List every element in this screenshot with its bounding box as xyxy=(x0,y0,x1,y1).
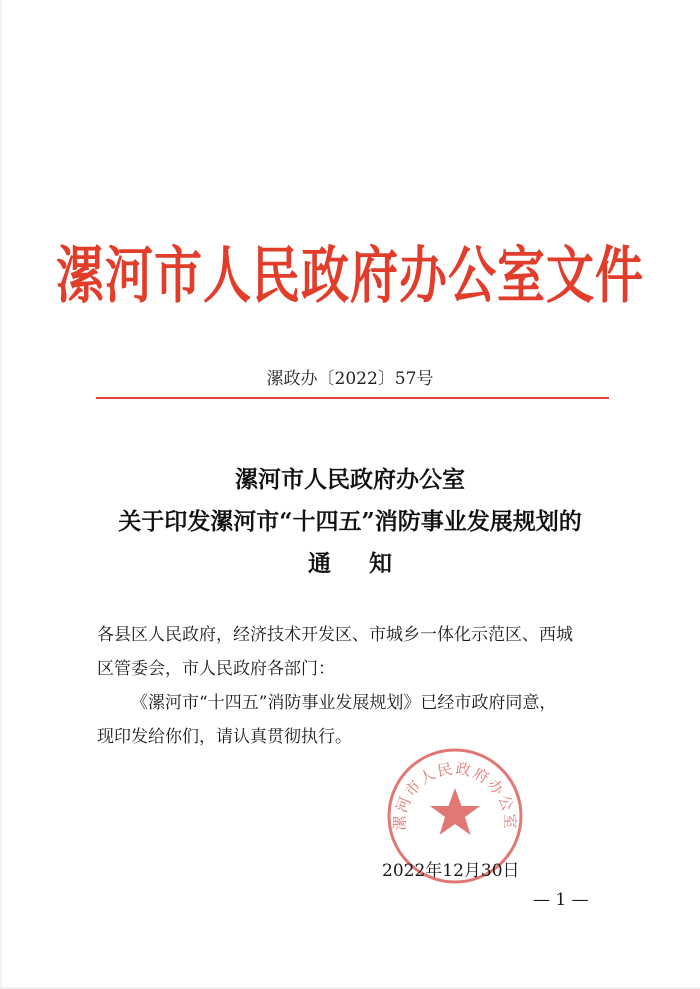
addressee-line-2: 区管委会，市人民政府各部门： xyxy=(97,659,335,679)
seal-text: 漯河市人民政府办公室 xyxy=(390,759,520,831)
title-line-3: 通知 xyxy=(308,550,430,577)
body-paragraph-line-1: 《漯河市“十四五”消防事业发展规划》已经市政府同意， xyxy=(131,693,557,713)
body-paragraph-line-2: 现印发给你们，请认真贯彻执行。 xyxy=(97,727,352,747)
document-number: 漯政办〔2022〕57号 xyxy=(266,369,434,389)
document-masthead: 漯河市人民政府办公室文件 xyxy=(55,240,644,312)
page-number: — 1 — xyxy=(533,890,589,910)
seal-star-icon xyxy=(430,788,480,835)
red-separator-line xyxy=(96,397,609,399)
addressee-line-1: 各县区人民政府，经济技术开发区、市城乡一体化示范区、西城 xyxy=(97,625,573,645)
issue-date: 2022年12月30日 xyxy=(382,861,520,881)
title-line-1: 漯河市人民政府办公室 xyxy=(235,466,465,493)
title-line-2: 关于印发漯河市“十四五”消防事业发展规划的 xyxy=(118,508,582,535)
